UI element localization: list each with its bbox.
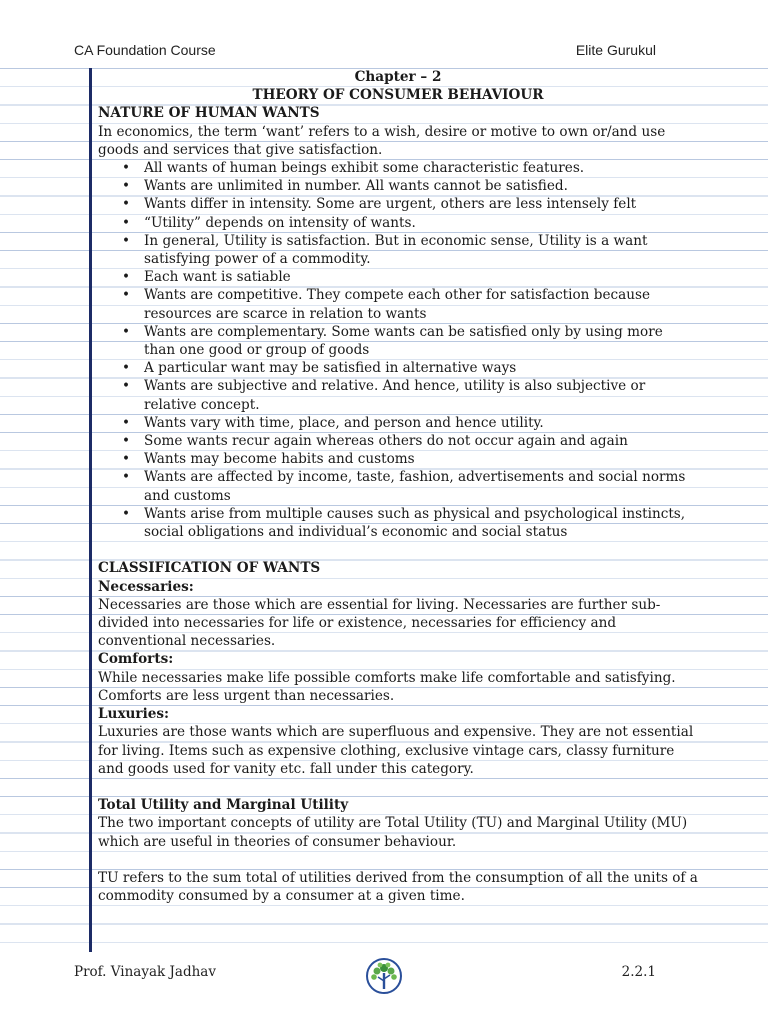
bullet-icon: •: [122, 178, 131, 195]
bullet-text: Wants are unlimited in number. All wants cannot be satisfied.: [144, 178, 568, 195]
utility-heading: Total Utility and Marginal Utility: [98, 797, 349, 814]
bullet-text: Each want is satiable: [144, 269, 291, 286]
luxuries-label: Luxuries:: [98, 706, 170, 723]
bullet-item: [122, 286, 698, 322]
bullet-icon: •: [122, 323, 131, 340]
luxuries-text: Luxuries are those wants which are superfluous and expensive. They are not essential for living. Items such as expensive clothing, exclusive vintage cars, classy furniture and goods used for vanity etc. fall under this category.: [98, 724, 694, 777]
classification-heading: CLASSIFICATION OF WANTS: [98, 560, 321, 577]
bullet-icon: •: [122, 469, 131, 486]
bullet-icon: •: [122, 196, 131, 213]
bullet-text: Wants are affected by income, taste, fashion, advertisements and social norms and customs: [144, 469, 686, 504]
bullet-icon: •: [122, 160, 131, 177]
bullet-icon: •: [122, 433, 131, 450]
bullet-item: [122, 468, 698, 504]
page-content: [98, 68, 698, 905]
bullet-item: [122, 377, 698, 413]
bullet-text: Wants differ in intensity. Some are urgent, others are less intensely felt: [144, 196, 637, 213]
bullet-text: Wants are subjective and relative. And hence, utility is also subjective or relative concept.: [144, 378, 646, 413]
nature-heading: NATURE OF HUMAN WANTS: [98, 105, 320, 122]
bullet-item: [122, 432, 698, 450]
bullet-item: [122, 323, 698, 359]
spacer: [98, 541, 698, 559]
bullet-text: Wants vary with time, place, and person and hence utility.: [144, 414, 544, 431]
bullet-icon: •: [122, 287, 131, 304]
nature-bullet-list: [98, 159, 698, 541]
bullet-item: [122, 232, 698, 268]
bullet-item: [122, 359, 698, 377]
bullet-item: [122, 414, 698, 432]
bullet-item: [122, 177, 698, 195]
bullet-item: [122, 159, 698, 177]
comforts-text: While necessaries make life possible comforts make life comfortable and satisfying. Comforts are less urgent than necessaries.: [98, 669, 676, 704]
bullet-icon: •: [122, 414, 131, 431]
bullet-icon: •: [122, 451, 131, 468]
bullet-icon: •: [122, 269, 131, 286]
page-header: [0, 42, 768, 62]
bullet-item: [122, 214, 698, 232]
utility-para-2: TU refers to the sum total of utilities derived from the consumption of all the units of a commodity consumed by a consumer at a given time.: [98, 869, 698, 905]
bullet-icon: •: [122, 505, 131, 522]
spacer: [98, 778, 698, 796]
bullet-item: [122, 195, 698, 213]
bullet-icon: •: [122, 378, 131, 395]
comforts-label: Comforts:: [98, 651, 174, 668]
spacer: [98, 851, 698, 869]
bullet-text: Wants may become habits and customs: [144, 451, 415, 468]
footer-author: Prof. Vinayak Jadhav: [74, 964, 216, 980]
bullet-text: All wants of human beings exhibit some characteristic features.: [144, 160, 585, 177]
bullet-text: Wants arise from multiple causes such as physical and psychological instincts, social obligations and individual’s economic and social status: [144, 505, 686, 541]
header-course: CA Foundation Course: [74, 42, 216, 58]
bullet-icon: •: [122, 214, 131, 231]
bullet-item: [122, 268, 698, 286]
chapter-title: THEORY OF CONSUMER BEHAVIOUR: [252, 87, 544, 104]
bullet-icon: •: [122, 232, 131, 249]
chapter-number: Chapter – 2: [354, 69, 442, 85]
tree-logo-icon: [364, 957, 404, 995]
necessaries-label: Necessaries:: [98, 578, 194, 595]
nature-intro: In economics, the term ‘want’ refers to a wish, desire or motive to own or/and use goods and services that give satisfaction.: [98, 123, 666, 158]
bullet-text: Some wants recur again whereas others do not occur again and again: [144, 433, 628, 450]
bullet-text: Wants are competitive. They compete each other for satisfaction because resources are scarce in relation to wants: [144, 287, 650, 322]
bullet-text: In general, Utility is satisfaction. But in economic sense, Utility is a want satisfying power of a commodity.: [144, 232, 648, 268]
bullet-text: Wants are complementary. Some wants can be satisfied only by using more than one good or group of goods: [144, 323, 663, 359]
header-institute: Elite Gurukul: [575, 42, 656, 58]
utility-para-1: The two important concepts of utility are Total Utility (TU) and Marginal Utility (MU) which are useful in theories of consumer behaviour.: [98, 815, 688, 850]
margin-line: [89, 68, 92, 952]
necessaries-text: Necessaries are those which are essential for living. Necessaries are further sub-divided into necessaries for life or existence, necessaries for efficiency and conventional necessaries.: [98, 596, 661, 650]
bullet-text: “Utility” depends on intensity of wants.: [144, 214, 416, 231]
footer-page-number: 2.2.1: [621, 964, 656, 980]
bullet-text: A particular want may be satisfied in alternative ways: [144, 360, 517, 377]
bullet-icon: •: [122, 360, 131, 377]
bullet-item: [122, 505, 698, 541]
bullet-item: [122, 450, 698, 468]
